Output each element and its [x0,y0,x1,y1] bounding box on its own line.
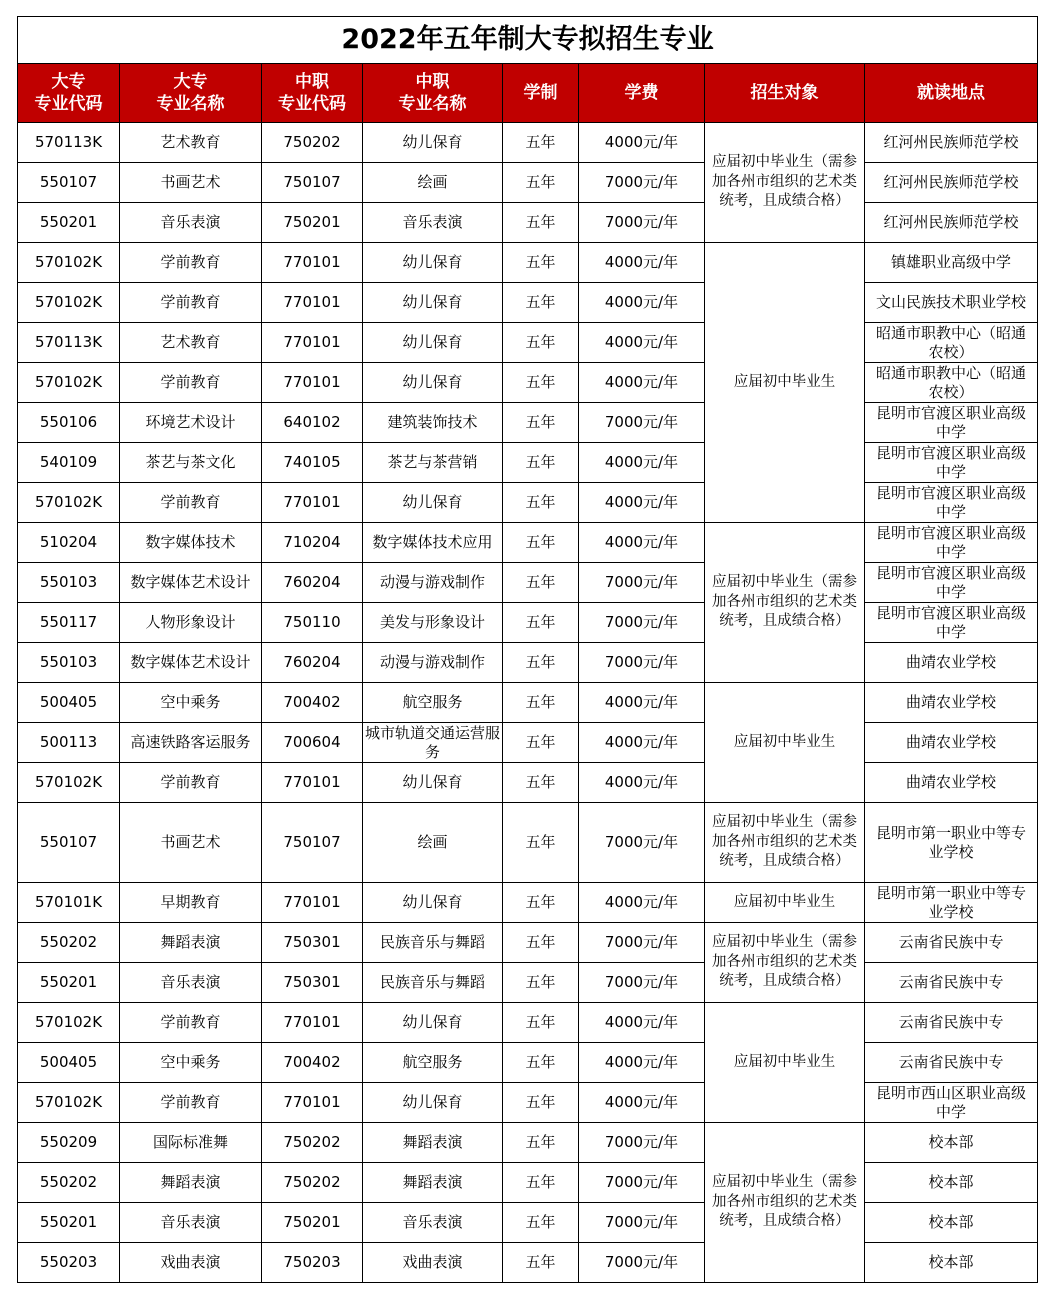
cell-school: 昆明市西山区职业高级中学 [865,1083,1038,1123]
cell-fee: 4000元/年 [579,363,705,403]
header-target [705,64,865,123]
cell-zz-name: 民族音乐与舞蹈 [363,923,503,963]
cell-zz-name: 幼儿保育 [363,1003,503,1043]
cell-zz-code: 770101 [262,483,363,523]
cell-years: 五年 [503,323,579,363]
cell-school: 昭通市职教中心（昭通农校） [865,323,1038,363]
cell-zz-name: 幼儿保育 [363,363,503,403]
cell-fee: 7000元/年 [579,563,705,603]
cell-zz-name: 幼儿保育 [363,883,503,923]
table-row [18,243,1038,283]
cell-dz-code: 550201 [18,203,120,243]
cell-dz-name: 早期教育 [120,883,262,923]
cell-fee: 4000元/年 [579,483,705,523]
table-row [18,323,1038,363]
cell-dz-code: 570102K [18,483,120,523]
cell-dz-code: 570102K [18,763,120,803]
cell-dz-name: 学前教育 [120,1003,262,1043]
cell-dz-name: 数字媒体艺术设计 [120,563,262,603]
cell-zz-code: 770101 [262,1003,363,1043]
cell-dz-code: 570102K [18,283,120,323]
cell-zz-name: 民族音乐与舞蹈 [363,963,503,1003]
table-body [18,123,1038,1283]
cell-fee: 4000元/年 [579,723,705,763]
cell-dz-name: 数字媒体艺术设计 [120,643,262,683]
cell-dz-code: 570113K [18,323,120,363]
cell-school: 曲靖农业学校 [865,683,1038,723]
cell-years: 五年 [503,1043,579,1083]
cell-fee: 4000元/年 [579,1083,705,1123]
cell-dz-name: 环境艺术设计 [120,403,262,443]
cell-school: 昆明市第一职业中等专业学校 [865,803,1038,883]
cell-dz-code: 550106 [18,403,120,443]
cell-dz-name: 音乐表演 [120,1203,262,1243]
cell-dz-name: 舞蹈表演 [120,923,262,963]
cell-dz-code: 570102K [18,1003,120,1043]
cell-target: 应届初中毕业生 [705,883,865,923]
cell-dz-name: 书画艺术 [120,803,262,883]
cell-dz-code: 550103 [18,643,120,683]
cell-school: 昆明市官渡区职业高级中学 [865,603,1038,643]
cell-zz-name: 音乐表演 [363,1203,503,1243]
cell-target: 应届初中毕业生 [705,243,865,523]
cell-fee: 4000元/年 [579,683,705,723]
cell-dz-name: 数字媒体技术 [120,523,262,563]
header-dz-code [18,64,120,123]
cell-zz-name: 幼儿保育 [363,243,503,283]
cell-dz-name: 学前教育 [120,243,262,283]
cell-years: 五年 [503,363,579,403]
cell-years: 五年 [503,123,579,163]
cell-dz-code: 500405 [18,1043,120,1083]
table-row [18,363,1038,403]
cell-school: 红河州民族师范学校 [865,123,1038,163]
table-row [18,283,1038,323]
cell-zz-code: 710204 [262,523,363,563]
cell-zz-name: 动漫与游戏制作 [363,643,503,683]
table-row [18,1243,1038,1283]
cell-school: 曲靖农业学校 [865,763,1038,803]
cell-zz-name: 绘画 [363,163,503,203]
cell-zz-code: 750301 [262,963,363,1003]
cell-years: 五年 [503,523,579,563]
cell-target: 应届初中毕业生（需参加各州市组织的艺术类统考，且成绩合格） [705,1123,865,1283]
cell-zz-name: 建筑装饰技术 [363,403,503,443]
cell-dz-name: 人物形象设计 [120,603,262,643]
cell-dz-name: 书画艺术 [120,163,262,203]
table-row [18,443,1038,483]
cell-dz-name: 音乐表演 [120,203,262,243]
header-label: 学制 [523,83,558,103]
cell-fee: 4000元/年 [579,1043,705,1083]
cell-zz-name: 戏曲表演 [363,1243,503,1283]
cell-years: 五年 [503,163,579,203]
cell-fee: 7000元/年 [579,1243,705,1283]
cell-school: 昆明市官渡区职业高级中学 [865,523,1038,563]
table-row [18,723,1038,763]
cell-zz-code: 640102 [262,403,363,443]
cell-school: 文山民族技术职业学校 [865,283,1038,323]
cell-zz-name: 舞蹈表演 [363,1123,503,1163]
cell-dz-name: 艺术教育 [120,323,262,363]
cell-dz-name: 国际标准舞 [120,1123,262,1163]
cell-zz-name: 绘画 [363,803,503,883]
cell-school: 镇雄职业高级中学 [865,243,1038,283]
cell-years: 五年 [503,483,579,523]
cell-years: 五年 [503,1163,579,1203]
table-row [18,963,1038,1003]
cell-zz-code: 740105 [262,443,363,483]
cell-zz-code: 750107 [262,163,363,203]
cell-fee: 4000元/年 [579,523,705,563]
table-row [18,1123,1038,1163]
cell-dz-code: 550201 [18,963,120,1003]
cell-dz-code: 570102K [18,243,120,283]
cell-fee: 7000元/年 [579,1123,705,1163]
cell-school: 红河州民族师范学校 [865,203,1038,243]
cell-fee: 4000元/年 [579,443,705,483]
cell-zz-code: 750202 [262,123,363,163]
cell-years: 五年 [503,403,579,443]
cell-dz-code: 550203 [18,1243,120,1283]
cell-years: 五年 [503,683,579,723]
cell-zz-code: 750301 [262,923,363,963]
cell-dz-name: 空中乘务 [120,1043,262,1083]
cell-zz-name: 美发与形象设计 [363,603,503,643]
cell-fee: 7000元/年 [579,603,705,643]
cell-fee: 4000元/年 [579,243,705,283]
table-row [18,883,1038,923]
cell-fee: 7000元/年 [579,923,705,963]
cell-zz-name: 幼儿保育 [363,283,503,323]
cell-dz-code: 570102K [18,363,120,403]
cell-zz-name: 城市轨道交通运营服务 [363,723,503,763]
cell-zz-code: 770101 [262,243,363,283]
header-dz-name [120,64,262,123]
cell-target: 应届初中毕业生（需参加各州市组织的艺术类统考，且成绩合格） [705,923,865,1003]
cell-zz-code: 750203 [262,1243,363,1283]
cell-years: 五年 [503,963,579,1003]
cell-school: 云南省民族中专 [865,963,1038,1003]
cell-target: 应届初中毕业生 [705,1003,865,1123]
cell-school: 昆明市官渡区职业高级中学 [865,443,1038,483]
cell-fee: 4000元/年 [579,1003,705,1043]
table-row [18,483,1038,523]
cell-zz-code: 750110 [262,603,363,643]
table-row [18,923,1038,963]
cell-dz-name: 音乐表演 [120,963,262,1003]
cell-dz-code: 550202 [18,1163,120,1203]
header-fee [579,64,705,123]
cell-zz-code: 770101 [262,323,363,363]
cell-dz-code: 550209 [18,1123,120,1163]
cell-dz-name: 空中乘务 [120,683,262,723]
cell-school: 云南省民族中专 [865,923,1038,963]
cell-fee: 4000元/年 [579,123,705,163]
cell-dz-code: 510204 [18,523,120,563]
cell-fee: 4000元/年 [579,283,705,323]
cell-years: 五年 [503,643,579,683]
cell-zz-code: 760204 [262,563,363,603]
header-label: 学费 [624,83,659,103]
cell-years: 五年 [503,883,579,923]
cell-years: 五年 [503,283,579,323]
cell-years: 五年 [503,243,579,283]
cell-fee: 4000元/年 [579,323,705,363]
cell-dz-code: 570113K [18,123,120,163]
cell-fee: 7000元/年 [579,1163,705,1203]
cell-zz-code: 750202 [262,1163,363,1203]
cell-dz-name: 茶艺与茶文化 [120,443,262,483]
cell-dz-code: 570102K [18,1083,120,1123]
table-row [18,683,1038,723]
cell-zz-code: 770101 [262,363,363,403]
cell-dz-name: 戏曲表演 [120,1243,262,1283]
cell-zz-code: 770101 [262,1083,363,1123]
table-row [18,643,1038,683]
cell-years: 五年 [503,443,579,483]
cell-zz-name: 音乐表演 [363,203,503,243]
cell-dz-name: 学前教育 [120,363,262,403]
cell-school: 昭通市职教中心（昭通农校） [865,363,1038,403]
cell-dz-name: 学前教育 [120,763,262,803]
table-row [18,763,1038,803]
cell-zz-code: 770101 [262,283,363,323]
table-row [18,803,1038,883]
header-label: 大专 专业名称 [156,72,225,114]
cell-school: 昆明市第一职业中等专业学校 [865,883,1038,923]
cell-school: 昆明市官渡区职业高级中学 [865,403,1038,443]
cell-school: 校本部 [865,1123,1038,1163]
table-row [18,1083,1038,1123]
cell-dz-code: 540109 [18,443,120,483]
header-zz-code [262,64,363,123]
cell-zz-name: 航空服务 [363,1043,503,1083]
cell-zz-name: 幼儿保育 [363,763,503,803]
cell-target: 应届初中毕业生 [705,683,865,803]
cell-dz-code: 550201 [18,1203,120,1243]
cell-fee: 4000元/年 [579,883,705,923]
table-row [18,603,1038,643]
cell-years: 五年 [503,603,579,643]
cell-zz-name: 幼儿保育 [363,483,503,523]
cell-dz-name: 学前教育 [120,1083,262,1123]
cell-dz-code: 500405 [18,683,120,723]
cell-fee: 7000元/年 [579,203,705,243]
cell-years: 五年 [503,1083,579,1123]
header-label: 大专 专业代码 [34,72,103,114]
cell-fee: 7000元/年 [579,803,705,883]
header-label: 中职 专业代码 [278,72,346,114]
cell-fee: 7000元/年 [579,163,705,203]
cell-years: 五年 [503,563,579,603]
cell-school: 校本部 [865,1203,1038,1243]
cell-school: 昆明市官渡区职业高级中学 [865,483,1038,523]
enrollment-table [17,16,1038,1283]
cell-zz-code: 750202 [262,1123,363,1163]
enrollment-sheet [17,16,1038,1283]
cell-zz-code: 700604 [262,723,363,763]
cell-dz-code: 550107 [18,163,120,203]
cell-zz-code: 760204 [262,643,363,683]
cell-school: 红河州民族师范学校 [865,163,1038,203]
cell-years: 五年 [503,803,579,883]
cell-dz-name: 艺术教育 [120,123,262,163]
cell-years: 五年 [503,723,579,763]
cell-zz-name: 动漫与游戏制作 [363,563,503,603]
cell-zz-code: 770101 [262,883,363,923]
cell-zz-code: 770101 [262,763,363,803]
cell-dz-name: 高速铁路客运服务 [120,723,262,763]
cell-school: 校本部 [865,1243,1038,1283]
cell-dz-code: 570101K [18,883,120,923]
cell-school: 曲靖农业学校 [865,643,1038,683]
cell-dz-code: 500113 [18,723,120,763]
cell-target: 应届初中毕业生（需参加各州市组织的艺术类统考，且成绩合格） [705,523,865,683]
table-row [18,1163,1038,1203]
cell-zz-code: 750201 [262,203,363,243]
cell-dz-code: 550202 [18,923,120,963]
cell-fee: 7000元/年 [579,643,705,683]
table-row [18,403,1038,443]
cell-dz-name: 舞蹈表演 [120,1163,262,1203]
cell-zz-code: 700402 [262,1043,363,1083]
header-label: 就读地点 [917,83,985,103]
cell-zz-name: 舞蹈表演 [363,1163,503,1203]
cell-dz-code: 550117 [18,603,120,643]
cell-zz-name: 航空服务 [363,683,503,723]
page-title: 2022年五年制大专拟招生专业 [18,17,1038,64]
cell-fee: 4000元/年 [579,763,705,803]
cell-dz-name: 学前教育 [120,483,262,523]
cell-zz-code: 700402 [262,683,363,723]
cell-years: 五年 [503,1003,579,1043]
table-row [18,563,1038,603]
cell-school: 云南省民族中专 [865,1003,1038,1043]
cell-zz-name: 数字媒体技术应用 [363,523,503,563]
table-row [18,123,1038,163]
cell-zz-name: 幼儿保育 [363,123,503,163]
cell-target: 应届初中毕业生（需参加各州市组织的艺术类统考，且成绩合格） [705,803,865,883]
cell-zz-name: 幼儿保育 [363,1083,503,1123]
cell-school: 校本部 [865,1163,1038,1203]
cell-fee: 7000元/年 [579,963,705,1003]
cell-years: 五年 [503,203,579,243]
cell-fee: 7000元/年 [579,403,705,443]
cell-zz-code: 750107 [262,803,363,883]
cell-dz-name: 学前教育 [120,283,262,323]
table-row [18,163,1038,203]
table-row [18,1003,1038,1043]
cell-dz-code: 550103 [18,563,120,603]
cell-zz-code: 750201 [262,1203,363,1243]
table-row [18,1043,1038,1083]
header-school [865,64,1038,123]
cell-years: 五年 [503,763,579,803]
header-label: 招生对象 [750,83,819,103]
table-row [18,203,1038,243]
cell-school: 昆明市官渡区职业高级中学 [865,563,1038,603]
cell-years: 五年 [503,1243,579,1283]
table-row [18,523,1038,563]
cell-school: 曲靖农业学校 [865,723,1038,763]
cell-fee: 7000元/年 [579,1203,705,1243]
cell-target: 应届初中毕业生（需参加各州市组织的艺术类统考，且成绩合格） [705,123,865,243]
cell-years: 五年 [503,1123,579,1163]
cell-years: 五年 [503,923,579,963]
header-zz-name [363,64,503,123]
header-label: 中职 专业名称 [398,72,467,114]
table-row [18,1203,1038,1243]
cell-school: 云南省民族中专 [865,1043,1038,1083]
header-years [503,64,579,123]
cell-dz-code: 550107 [18,803,120,883]
cell-zz-name: 幼儿保育 [363,323,503,363]
cell-zz-name: 茶艺与茶营销 [363,443,503,483]
cell-years: 五年 [503,1203,579,1243]
